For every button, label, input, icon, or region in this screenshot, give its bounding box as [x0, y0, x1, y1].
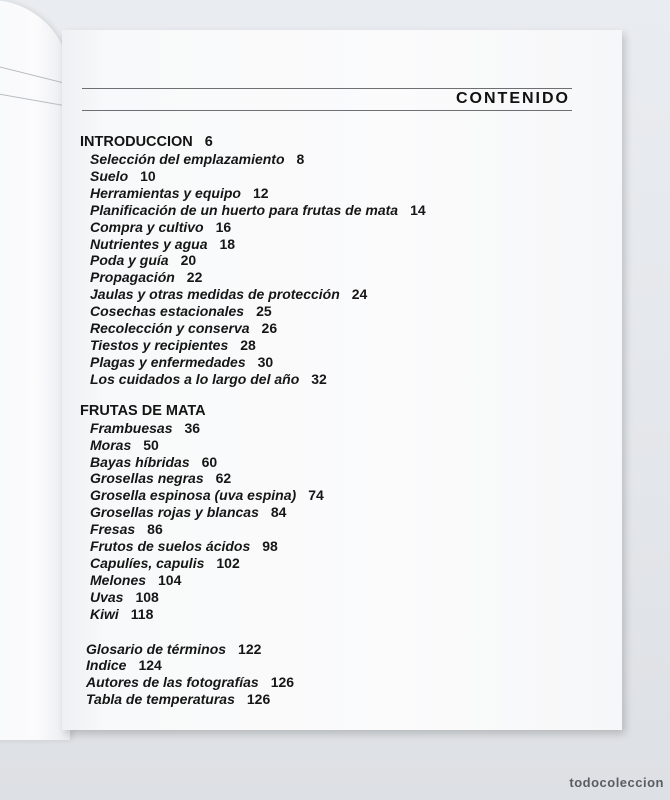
toc-entry — [80, 470, 570, 487]
toc-entry — [80, 420, 570, 437]
toc-entry — [80, 657, 570, 674]
entry-page-number: 20 — [180, 252, 197, 269]
entry-label: Cosechas estacionales — [90, 303, 245, 320]
entry-label: Fresas — [90, 521, 136, 538]
entry-label: Compra y cultivo — [90, 218, 204, 235]
entry-page-number: 126 — [270, 674, 295, 691]
toc-entry — [80, 691, 570, 708]
section-page-number: 6 — [204, 134, 213, 150]
top-rule — [82, 88, 572, 89]
toc-entry — [80, 521, 570, 538]
entry-label: Melones — [90, 571, 147, 588]
entry-page-number: 124 — [138, 657, 162, 674]
entry-page-number: 32 — [311, 370, 327, 387]
entry-page-number: 104 — [158, 571, 182, 588]
previous-page-edge — [0, 0, 70, 740]
entry-page-number: 102 — [216, 554, 240, 571]
watermark: todocoleccion — [569, 775, 664, 790]
page-rule — [0, 92, 69, 107]
toc-entry — [80, 151, 570, 168]
entry-label: Poda y guía — [90, 252, 169, 269]
entry-page-number: 118 — [130, 605, 154, 622]
entry-page-number: 30 — [257, 353, 274, 370]
entry-label: Tabla de temperaturas — [86, 691, 235, 708]
entry-page-number: 86 — [147, 521, 163, 538]
entry-label: Recolección y conserva — [90, 320, 250, 337]
entry-page-number: 12 — [252, 184, 269, 201]
toc-entry — [80, 589, 570, 606]
section-spacer — [80, 623, 570, 641]
entry-label: Nutrientes y agua — [90, 235, 208, 252]
toc-entry — [80, 303, 570, 320]
toc-entry — [80, 555, 570, 572]
entry-label: Grosella espinosa (uva espina) — [90, 487, 297, 504]
toc-entry — [80, 572, 570, 589]
entry-page-number: 108 — [135, 588, 159, 605]
entry-label: Glosario de términos — [86, 640, 227, 657]
toc-entry — [80, 371, 570, 388]
page-rule — [0, 64, 68, 84]
entry-label: Frambuesas — [90, 419, 173, 436]
toc-entry — [80, 219, 570, 236]
entry-page-number: 126 — [246, 691, 271, 708]
section-spacer — [80, 388, 570, 403]
toc-entry — [80, 606, 570, 623]
entry-page-number: 22 — [186, 269, 203, 286]
toc-entry — [80, 185, 570, 202]
entry-label: Kiwi — [90, 605, 119, 622]
entry-label: Uvas — [90, 588, 124, 605]
toc-entry — [80, 487, 570, 504]
section-label: INTRODUCCION — [80, 134, 193, 150]
toc-entry — [80, 252, 570, 269]
page-heading: CONTENIDO — [456, 90, 570, 107]
entry-label: Suelo — [90, 167, 129, 184]
toc-entry — [80, 454, 570, 471]
toc-entry — [80, 337, 570, 354]
entry-page-number: 10 — [140, 167, 156, 184]
entry-page-number: 60 — [201, 453, 218, 470]
toc-entry — [80, 674, 570, 691]
contents-page — [62, 30, 622, 730]
entry-label: Selección del emplazamiento — [90, 151, 285, 167]
toc-entry — [80, 641, 570, 658]
toc-entry — [80, 320, 570, 337]
entry-page-number: 74 — [308, 487, 324, 504]
entry-page-number: 8 — [296, 151, 305, 167]
section-title-introduccion — [80, 134, 570, 151]
table-of-contents — [80, 134, 570, 708]
toc-entry — [80, 538, 570, 555]
entry-page-number: 16 — [215, 218, 232, 235]
entry-page-number: 98 — [262, 538, 278, 555]
entry-label: Bayas híbridas — [90, 453, 190, 470]
entry-page-number: 28 — [240, 336, 256, 353]
entry-page-number: 18 — [219, 235, 236, 252]
toc-entry — [80, 286, 570, 303]
toc-entry — [80, 437, 570, 454]
entry-page-number: 25 — [256, 303, 272, 320]
entry-label: Herramientas y equipo — [90, 184, 241, 201]
entry-label: Grosellas rojas y blancas — [90, 504, 259, 521]
section-label: FRUTAS DE MATA — [80, 402, 206, 419]
toc-entry — [80, 504, 570, 521]
toc-entry — [80, 236, 570, 253]
entry-page-number: 122 — [238, 640, 262, 657]
entry-label: Jaulas y otras medidas de protección — [90, 286, 340, 303]
entry-label: Frutos de suelos ácidos — [90, 538, 251, 555]
entry-page-number: 84 — [270, 504, 287, 521]
toc-entry — [80, 269, 570, 286]
entry-label: Propagación — [90, 269, 175, 286]
entry-page-number: 50 — [143, 436, 159, 453]
entry-page-number: 24 — [351, 286, 368, 303]
section-title-frutas-de-mata — [80, 403, 570, 420]
entry-label: Capulíes, capulis — [90, 554, 205, 571]
entry-page-number: 62 — [215, 470, 232, 487]
entry-label: Plagas y enfermedades — [90, 353, 246, 370]
toc-entry — [80, 168, 570, 185]
entry-page-number: 36 — [184, 419, 201, 436]
entry-label: Indice — [86, 657, 127, 674]
entry-label: Grosellas negras — [90, 470, 204, 487]
entry-label: Los cuidados a lo largo del año — [90, 370, 300, 387]
entry-label: Tiestos y recipientes — [90, 336, 229, 353]
toc-entry — [80, 354, 570, 371]
toc-entry — [80, 202, 570, 219]
entry-label: Moras — [90, 436, 132, 453]
heading-rule — [82, 110, 572, 111]
entry-page-number: 14 — [410, 201, 426, 218]
entry-label: Autores de las fotografías — [86, 674, 259, 691]
entry-label: Planificación de un huerto para frutas de mata — [90, 201, 399, 218]
entry-page-number: 26 — [261, 320, 278, 337]
